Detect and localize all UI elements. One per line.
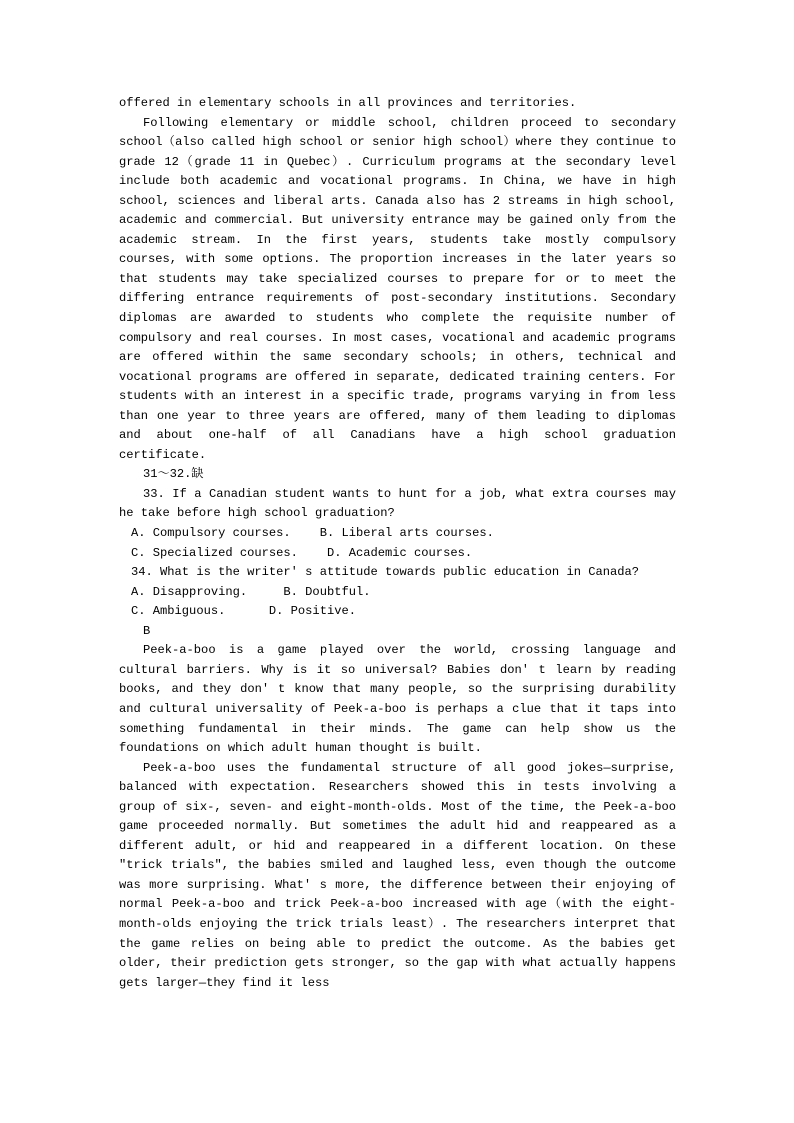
passage-a-paragraph-2: Following elementary or middle school, children proceed to secondary school（also called high school or senior high school）where they continue to grade 12（grade 11 in Quebec）. Curriculum programs at the secondary level include both academic and vocational programs. In China, we have in high school, sciences and liberal arts. Canada also has 2 streams in high school, academic and commercial. But university entrance may be gained only from the academic stream. In the first years, students take mostly compulsory courses, with some options. The proportion increases in the later years so that students may take specialized courses to prepare for or to meet the differing entrance requirements of post-secondary institutions. Secondary diplomas are awarded to students who complete the requisite number of compulsory and real courses. In most cases, vocational and academic programs are offered within the same secondary schools; in others, technical and vocational programs are offered in separate, dedicated training centers. For students with an interest in a specific trade, programs varying in from less than one year to three years are offered, many of them leading to diplomas and about one-half of all Canadians have a high school graduation certificate.: [119, 115, 676, 462]
passage-b-paragraph-1: Peek-a-boo is a game played over the world, crossing language and cultural barriers. Why is it so universal? Babies don' t learn by reading books, and they don' t know that many people, so the surprising durability and cultural universality of Peek-a-boo is perhaps a clue that it taps into something fundamental in their minds. The game can help show us the foundations on which adult human thought is built.: [119, 643, 676, 756]
section-b-label: B: [143, 623, 151, 638]
passage-b-paragraph-2: Peek-a-boo uses the fundamental structure of all good jokes—surprise, balanced with expectation. Researchers showed this in tests involving a group of six-, seven- and eight-month-olds. Most of the time, the Peek-a-boo game proceeded normally. But sometimes the adult hid and reappeared as a different adult, or hid and reappeared in a different location. On these "trick trials", the babies smiled and laughed less, even though the outcome was more surprising. What' s more, the difference between their enjoying of normal Peek-a-boo and trick Peek-a-boo increased with age（with the eight-month-olds enjoying the trick trials least）. The researchers interpret that the game relies on being able to predict the outcome. As the babies get older, their prediction gets stronger, so the gap with what actually happens gets larger—they find it less: [119, 760, 676, 990]
passage-a-continuation-paragraph: offered in elementary schools in all provinces and territories.: [119, 96, 577, 110]
question-34-options-row-2[interactable]: C. Ambiguous. D. Positive.: [131, 604, 356, 619]
question-34-stem: 34. What is the writer' s attitude towards public education in Canada?: [131, 565, 640, 580]
question-34-options-row-1[interactable]: A. Disapproving. B. Doubtful.: [131, 584, 371, 599]
question-33-options-row-2[interactable]: C. Specialized courses. D. Academic courses.: [131, 545, 473, 560]
missing-questions-marker: 31～32.缺: [143, 467, 204, 482]
question-33-stem: 33. If a Canadian student wants to hunt for a job, what extra courses may he take before high school graduation?: [119, 486, 676, 521]
question-33-options-row-1[interactable]: A. Compulsory courses. B. Liberal arts courses.: [131, 526, 494, 541]
document-text-body: [119, 94, 676, 993]
